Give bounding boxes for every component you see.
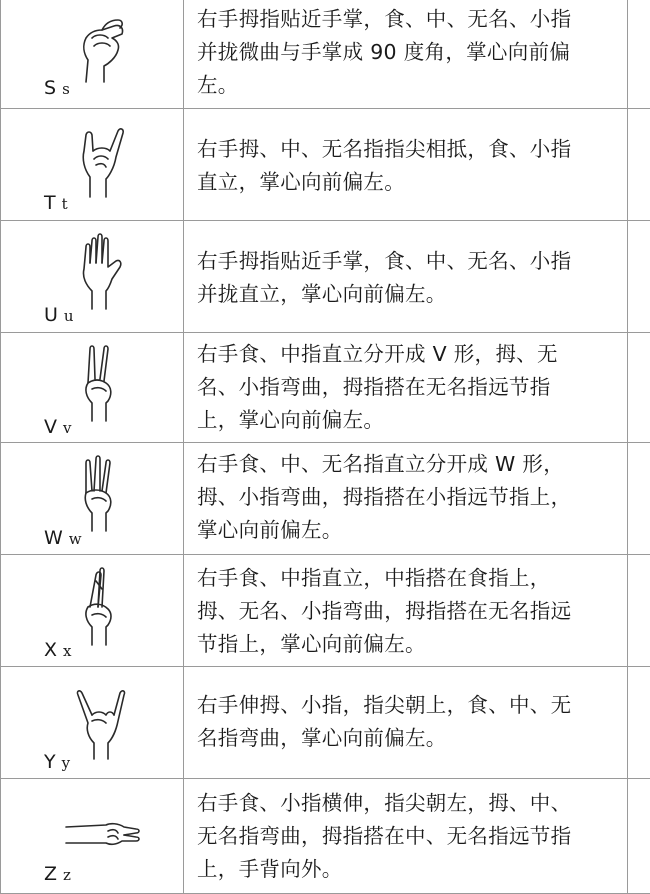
letter-label xyxy=(44,863,71,885)
table-row xyxy=(0,778,650,894)
lowercase-letter: u xyxy=(63,307,74,325)
y-sign-hand-icon xyxy=(62,681,142,761)
description xyxy=(197,787,617,886)
letter-cell xyxy=(0,555,183,666)
description-line: 并拢直立，掌心向前偏左。 xyxy=(197,282,447,306)
uppercase-letter: X xyxy=(44,639,58,661)
w-sign-hand-icon xyxy=(62,453,142,533)
description-line: 上，手背向外。 xyxy=(197,857,343,881)
description xyxy=(197,338,617,437)
crossed-fingers-hand-icon xyxy=(62,567,142,647)
letter-label xyxy=(44,304,74,326)
table-column-divider xyxy=(183,0,184,894)
description xyxy=(197,689,617,755)
table-row xyxy=(0,108,650,220)
v-sign-hand-icon xyxy=(62,343,142,423)
letter-label xyxy=(44,527,82,549)
table-row xyxy=(0,442,650,554)
letter-cell xyxy=(0,221,183,332)
description-line: 右手伸拇、小指，指尖朝上，食、中、无 xyxy=(197,693,572,717)
letter-cell xyxy=(0,443,183,554)
letter-cell xyxy=(0,0,183,108)
letter-label xyxy=(44,639,72,661)
letter-cell xyxy=(0,109,183,220)
lowercase-letter: w xyxy=(68,530,82,548)
lowercase-letter: y xyxy=(61,754,71,772)
thumb-middle-ring-touch-hand-icon xyxy=(62,121,142,201)
letter-label xyxy=(44,416,71,438)
lowercase-letter: s xyxy=(62,80,70,98)
description-line: 右手拇指贴近手掌，食、中、无名、小指 xyxy=(197,249,572,273)
letter-cell xyxy=(0,779,183,894)
description-line: 右手食、中指直立分开成 V 形，拇、无 xyxy=(197,342,558,366)
description-line: 并拢微曲与手掌成 90 度角，掌心向前偏 xyxy=(197,40,571,64)
description-line: 拇、无名、小指弯曲，拇指搭在无名指远 xyxy=(197,599,572,623)
description-line: 右手食、中、无名指直立分开成 W 形， xyxy=(197,452,565,476)
horizontal-point-hand-icon xyxy=(62,793,142,873)
description-line: 名、小指弯曲，拇指搭在无名指远节指 xyxy=(197,375,551,399)
uppercase-letter: S xyxy=(44,77,57,99)
table-border-right xyxy=(627,0,628,894)
lowercase-letter: x xyxy=(63,642,72,660)
description-line: 左。 xyxy=(197,73,239,97)
uppercase-letter: V xyxy=(44,416,57,438)
description-line: 上，掌心向前偏左。 xyxy=(197,408,385,432)
lowercase-letter: v xyxy=(63,419,72,437)
uppercase-letter: U xyxy=(44,304,58,326)
description-line: 节指上，掌心向前偏左。 xyxy=(197,632,426,656)
description xyxy=(197,3,617,102)
uppercase-letter: W xyxy=(44,527,63,549)
description-line: 直立，掌心向前偏左。 xyxy=(197,170,405,194)
uppercase-letter: T xyxy=(44,192,56,214)
description xyxy=(197,245,617,311)
letter-label xyxy=(44,77,70,99)
table-row xyxy=(0,554,650,666)
letter-cell xyxy=(0,667,183,778)
uppercase-letter: Z xyxy=(44,863,58,885)
letter-label xyxy=(44,751,70,773)
description xyxy=(197,133,617,199)
table-row xyxy=(0,220,650,332)
fist-thumb-hand-icon xyxy=(62,8,142,88)
letter-label xyxy=(44,192,68,214)
table-border-left xyxy=(0,0,1,894)
open-palm-hand-icon xyxy=(62,231,142,311)
lowercase-letter: z xyxy=(63,866,71,884)
description xyxy=(197,448,617,547)
description-line: 名指弯曲，掌心向前偏左。 xyxy=(197,726,447,750)
description xyxy=(197,562,617,661)
letter-cell xyxy=(0,333,183,442)
table-row xyxy=(0,332,650,442)
description-line: 右手食、中指直立，中指搭在食指上， xyxy=(197,566,551,590)
description-line: 右手食、小指横伸，指尖朝左，拇、中、 xyxy=(197,791,572,815)
table-row xyxy=(0,0,650,108)
description-line: 无名指弯曲，拇指搭在中、无名指远节指 xyxy=(197,824,572,848)
description-line: 拇、小指弯曲，拇指搭在小指远节指上， xyxy=(197,485,572,509)
lowercase-letter: t xyxy=(61,195,68,213)
description-line: 掌心向前偏左。 xyxy=(197,518,343,542)
uppercase-letter: Y xyxy=(44,751,56,773)
description-line: 右手拇、中、无名指指尖相抵，食、小指 xyxy=(197,137,572,161)
table-row xyxy=(0,666,650,778)
description-line: 右手拇指贴近手掌，食、中、无名、小指 xyxy=(197,7,572,31)
